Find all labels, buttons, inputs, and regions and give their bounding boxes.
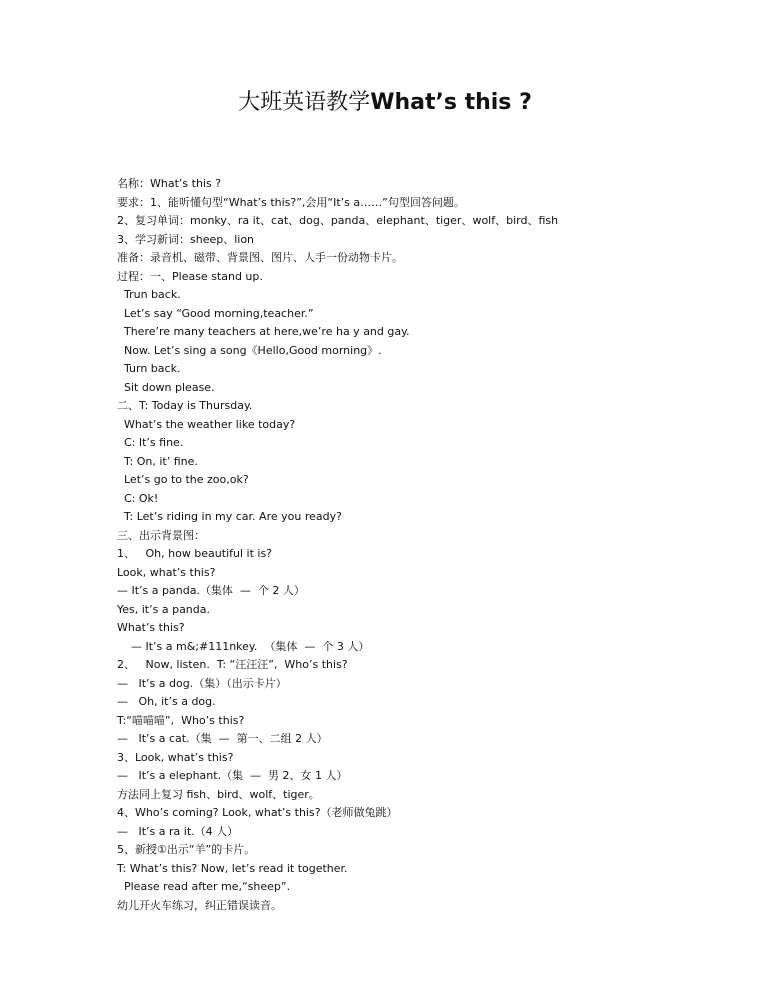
text-line: — It’s a cat.（集 — 第一、二组 2 人） <box>117 732 328 745</box>
text-line: 幼儿开火车练习，纠正错误读音。 <box>117 898 282 912</box>
text-line: Please read after me,“sheep”. <box>117 880 291 893</box>
text-line: — It’s a elephant.（集 — 男 2、女 1 人） <box>117 769 348 782</box>
text-line: What’s this? <box>117 621 185 634</box>
text-line: Turn back. <box>117 362 181 375</box>
text-line: C: Ok! <box>117 491 159 505</box>
text-line: 5、新授①出示“羊”的卡片。 <box>117 843 256 856</box>
text-line: Trun back. <box>117 288 181 301</box>
text-line: — It’s a ra it.（4 人） <box>117 824 239 838</box>
text-line: Now. Let’s sing a song《Hello,Good morning》. <box>117 343 382 357</box>
text-line: — It’s a m&;#111nkey. （集体 — 个 3 人） <box>117 639 370 653</box>
text-line: Let’s say “Good morning,teacher.” <box>117 306 314 320</box>
text-line: 方法同上复习 fish、bird、wolf、tiger。 <box>117 787 320 801</box>
text-line: 过程：一、Please stand up. <box>117 269 263 283</box>
text-line: T: On, it’ fine. <box>117 454 198 468</box>
text-line: T:“喵喵喵”, Who’s this? <box>117 713 245 727</box>
text-line: — It’s a panda.（集体 — 个 2 人） <box>117 584 305 597</box>
text-line: — It’s a dog.（集）（出示卡片） <box>117 676 287 690</box>
text-line: What’s the weather like today? <box>117 417 296 431</box>
text-line: 4、Who’s coming? Look, what’s this?（老师做兔跳） <box>117 806 398 819</box>
text-line: 2、复习单词：monky、ra it、cat、dog、panda、elephant、tiger、wolf、bird、fish <box>117 214 559 227</box>
document-body <box>117 175 737 915</box>
text-line: 名称：What’s this ? <box>117 177 222 190</box>
text-line: 3、Look, what’s this? <box>117 750 234 764</box>
page-title <box>0 88 770 118</box>
text-line: 二、T: Today is Thursday. <box>117 399 253 412</box>
text-line: 2、 Now, listen. T: “汪汪汪”, Who’s this? <box>117 658 348 671</box>
text-line: 1、 Oh, how beautiful it is? <box>117 547 273 560</box>
text-line: 准备：录音机、磁带、背景图、图片、人手一份动物卡片。 <box>117 251 403 264</box>
text-line: T: What’s this? Now, let’s read it together. <box>117 861 348 875</box>
text-line: C: It’s fine. <box>117 436 184 449</box>
text-line: Look, what’s this? <box>117 565 216 579</box>
text-line: 要求：1、能听懂句型“What’s this?”,会用“It’s a……”句型回答问题。 <box>117 195 465 209</box>
text-line: T: Let’s riding in my car. Are you ready? <box>117 510 342 523</box>
text-line: There’re many teachers at here,we’re ha y and gay. <box>117 325 410 338</box>
text-line: Let’s go to the zoo,ok? <box>117 473 249 486</box>
text-line: Sit down please. <box>117 380 215 394</box>
text-line: Yes, it’s a panda. <box>117 602 210 616</box>
text-line: — Oh, it’s a dog. <box>117 695 216 708</box>
title-chinese: 大班英语教学 <box>238 90 371 115</box>
text-line: 三、出示背景图： <box>117 528 205 542</box>
text-line: 3、学习新词：sheep、lion <box>117 232 255 246</box>
title-english: What’s this ? <box>370 90 532 115</box>
